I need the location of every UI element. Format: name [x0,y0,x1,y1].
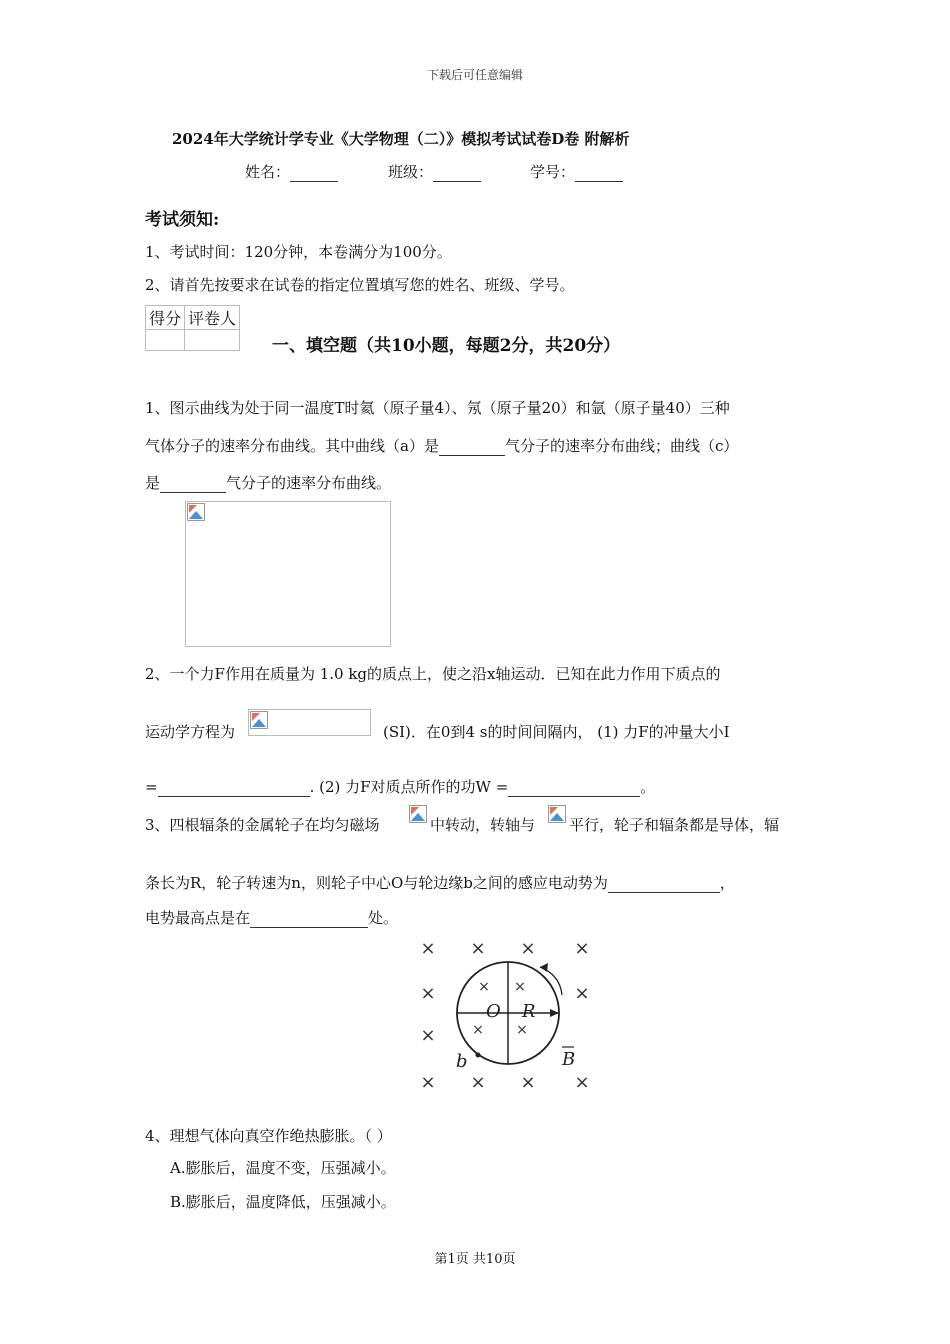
q2-line3 [145,776,655,797]
cross-mark: × [420,1025,436,1046]
q2-equation-placeholder [248,709,371,736]
label-b: b [456,1051,468,1072]
name-label: 姓名： [245,163,291,181]
label-o: O [486,1001,501,1022]
cross-mark: × [520,1072,536,1093]
exam-title: 2024年大学统计学专业《大学物理（二）》模拟考试试卷D卷 附解析 [172,130,630,148]
q1-line2 [145,435,738,456]
broken-image-icon [187,503,205,521]
q1-line3 [145,472,391,493]
q3-blank-emf[interactable] [608,878,720,893]
q3-line1c: 平行，轮子和辐条都是导体，辐 [569,816,780,834]
label-field-b: B [562,1049,576,1070]
cross-mark: × [470,1072,486,1093]
q4-option-a[interactable]: A.膨胀后，温度不变，压强减小。 [170,1159,396,1177]
q1-blank-c[interactable] [160,478,226,493]
q2-blank-work[interactable] [508,782,640,797]
q3-line1b: 中转动，转轴与 [430,816,536,834]
score-table [145,305,240,351]
q3-line3 [145,907,398,928]
cross-mark: × [420,983,436,1004]
notice-item-2: 2、请首先按要求在试卷的指定位置填写您的姓名、班级、学号。 [145,276,575,294]
rotation-arrowhead [540,963,548,972]
cross-mark: × [470,938,486,959]
score-header: 得分 [146,306,185,330]
q3-blank-point[interactable] [250,913,368,928]
q3-line2 [145,872,735,893]
cross-mark: × [472,1022,484,1038]
notice-heading: 考试须知: [145,210,220,230]
cross-mark: × [574,938,590,959]
q1-text-c: 是 [145,474,161,492]
id-field [530,161,623,182]
class-blank[interactable] [433,167,481,182]
q3-text-d: 处。 [368,909,399,927]
q1-figure-placeholder [185,501,391,647]
q4-stem: 4、理想气体向真空作绝热膨胀。（ ） [145,1127,392,1145]
score-cell [146,330,185,351]
broken-image-icon [409,805,427,823]
cross-mark: × [420,1072,436,1093]
page-header-note: 下载后可任意编辑 [426,68,523,82]
cross-mark: × [514,979,526,995]
q1-line1: 1、图示曲线为处于同一温度T时氦（原子量4）、氖（原子量20）和氩（原子量40）三种 [145,399,730,417]
q3-symbol-placeholder-1 [409,805,429,827]
notice-item-1: 1、考试时间：120分钟，本卷满分为100分。 [145,243,452,261]
radius-arrowhead [550,1009,559,1017]
q2-text-b: . (2) 力F对质点所作的功W = [309,778,509,796]
id-blank[interactable] [575,167,623,182]
q2-line2b: (SI)．在0到4 s的时间间隔内， (1) 力F的冲量大小I [383,723,730,741]
cross-mark: × [478,979,490,995]
q2-text-c: 。 [640,778,656,796]
rotation-arrow [540,967,562,995]
name-blank[interactable] [290,167,338,182]
rotating-wheel-figure [410,935,600,1095]
q2-blank-impulse[interactable] [158,782,310,797]
q1-blank-a[interactable] [439,441,505,456]
cross-mark: × [420,938,436,959]
section-title: 一、填空题（共10小题，每题2分，共20分） [272,336,621,356]
cross-mark: × [574,1072,590,1093]
q2-text-a: = [145,778,158,796]
cross-mark: × [516,1022,528,1038]
q1-text-a: 气体分子的速率分布曲线。其中曲线（a）是 [145,437,439,455]
id-label: 学号： [530,163,576,181]
grader-cell [185,330,240,351]
broken-image-icon [250,711,268,729]
q3-text-c: 电势最高点是在 [145,909,251,927]
q3-line1a: 3、四根辐条的金属轮子在均匀磁场 [145,816,380,834]
q4-option-b[interactable]: B.膨胀后，温度降低，压强减小。 [170,1193,396,1211]
cross-mark: × [520,938,536,959]
q1-text-b: 气分子的速率分布曲线；曲线（c） [504,437,739,455]
q3-text-b: ， [719,874,735,892]
q2-line2a: 运动学方程为 [145,723,236,741]
q3-text-a: 条长为R，轮子转速为n，则轮子中心O与轮边缘b之间的感应电动势为 [145,874,608,892]
label-r: R [522,1001,536,1022]
q1-text-d: 气分子的速率分布曲线。 [226,474,392,492]
class-field [388,161,481,182]
q2-line1: 2、一个力F作用在质量为 1.0 kg的质点上，使之沿x轴运动．已知在此力作用下质点的 [145,665,721,683]
point-b-dot [476,1053,481,1058]
class-label: 班级： [388,163,434,181]
broken-image-icon [548,805,566,823]
name-field [245,161,338,182]
grader-header: 评卷人 [185,306,240,330]
cross-mark: × [574,983,590,1004]
q3-symbol-placeholder-2 [548,805,568,827]
page-footer: 第1页 共10页 [434,1252,516,1267]
